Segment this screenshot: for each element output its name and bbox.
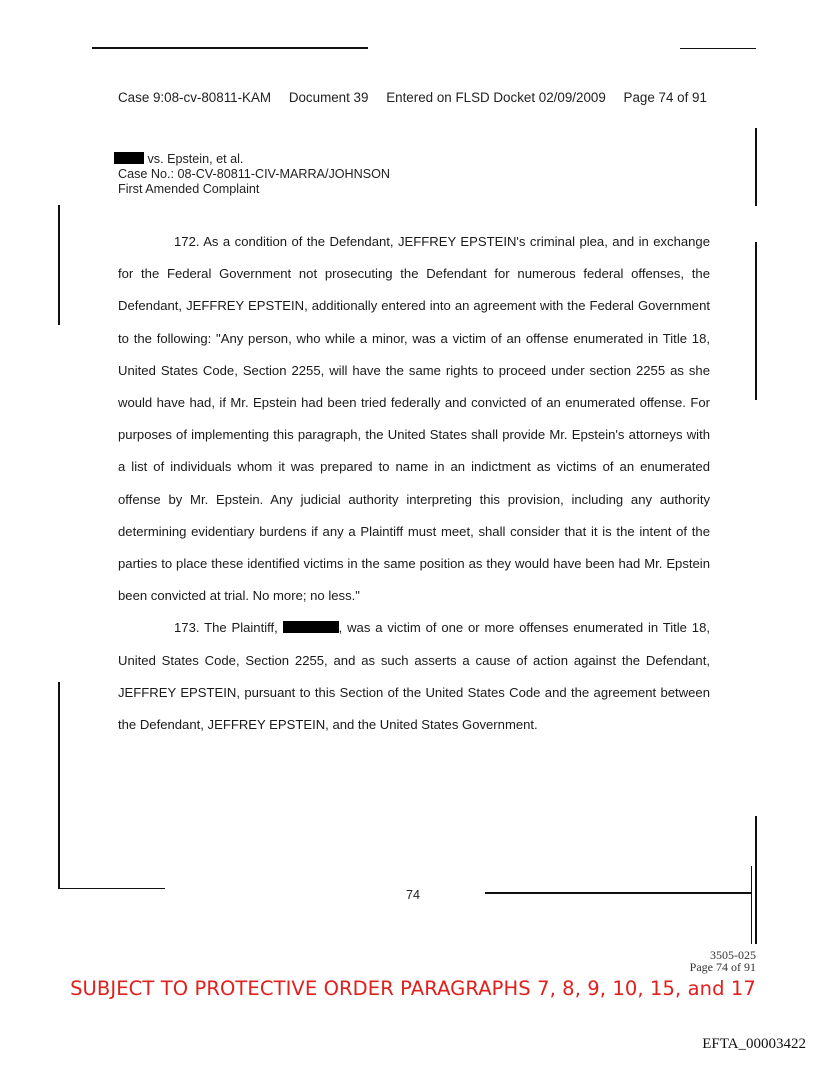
- header-case: Case 9:08-cv-80811-KAM: [118, 90, 272, 105]
- scan-line-left-2: [58, 682, 60, 888]
- page-number: 74: [405, 888, 420, 902]
- scan-line-top-right: [680, 48, 756, 49]
- scan-line-right-1: [755, 128, 757, 206]
- caption-line-1: [118, 152, 390, 167]
- paragraph-173-start: 173. The Plaintiff,: [174, 620, 278, 636]
- scan-line-top-left: [92, 47, 368, 49]
- scan-line-right-4: [751, 866, 752, 944]
- paragraph-172: 172. As a condition of the Defendant, JEFFREY EPSTEIN's criminal plea, and in exchange for the Federal Government not prosecuting the Defendant for numerous federal offenses, the Defendant, JEFFREY EPSTEIN, additionally entered into an agreement with the Federal Government to the following: "Any person, who while a minor, was a victim of an offense enumerated in Title 18, United States Code, Section 2255, will have the same rights to proceed under section 2255 as she would have had, if Mr. Epstein had been tried federally and convicted of an enumerated offense. For purposes of implementing this paragraph, the United States shall provide Mr. Epstein's attorneys with a list of individuals whom it was prepared to name in an indictment as victims of an enumerated offense by Mr. Epstein. Any judicial authority interpreting this provision, including any authority determining evidentiary burdens if any a Plaintiff must meet, shall consider that it is the intent of the parties to place these identified victims in the same position as they would have been had Mr. Epstein been convicted at trial. No more; no less.": [118, 234, 710, 604]
- caption-vs: vs. Epstein, et al.: [147, 152, 244, 166]
- header-document: Document 39: [288, 90, 369, 105]
- docket-header: [118, 90, 718, 105]
- scan-line-right-2: [755, 242, 757, 400]
- caption-doc-title: First Amended Complaint: [118, 182, 260, 196]
- header-page: Page 74 of 91: [623, 90, 707, 105]
- paragraph-173-rest: , was a victim of one or more offenses enumerated in Title 18, United States Code, Section 2255, and as such asserts a cause of action against the Defendant, JEFFREY EPSTEIN, pursuant to this Section of the United States Code and the agreement between the Defendant, JEFFREY EPSTEIN, and the United States Government.: [118, 620, 710, 733]
- redaction-bar: [283, 621, 339, 633]
- scan-line-left-1: [58, 205, 60, 325]
- header-entered: Entered on FLSD Docket 02/09/2009: [386, 90, 606, 105]
- efta-id: EFTA_00003422: [702, 1036, 806, 1052]
- bates-stamp: [690, 949, 756, 973]
- paragraph-173: [118, 612, 710, 741]
- protective-order-notice: SUBJECT TO PROTECTIVE ORDER PARAGRAPHS 7, 8, 9, 10, 15, and 17: [70, 977, 756, 1000]
- scan-line-right-3: [755, 816, 757, 944]
- complaint-body: [118, 226, 710, 741]
- stamp-line-1: 3505-025: [710, 948, 756, 962]
- case-caption: [118, 152, 390, 197]
- stamp-line-2: Page 74 of 91: [689, 960, 756, 974]
- redaction-bar: [114, 152, 144, 164]
- caption-case-number: Case No.: 08-CV-80811-CIV-MARRA/JOHNSON: [118, 167, 391, 181]
